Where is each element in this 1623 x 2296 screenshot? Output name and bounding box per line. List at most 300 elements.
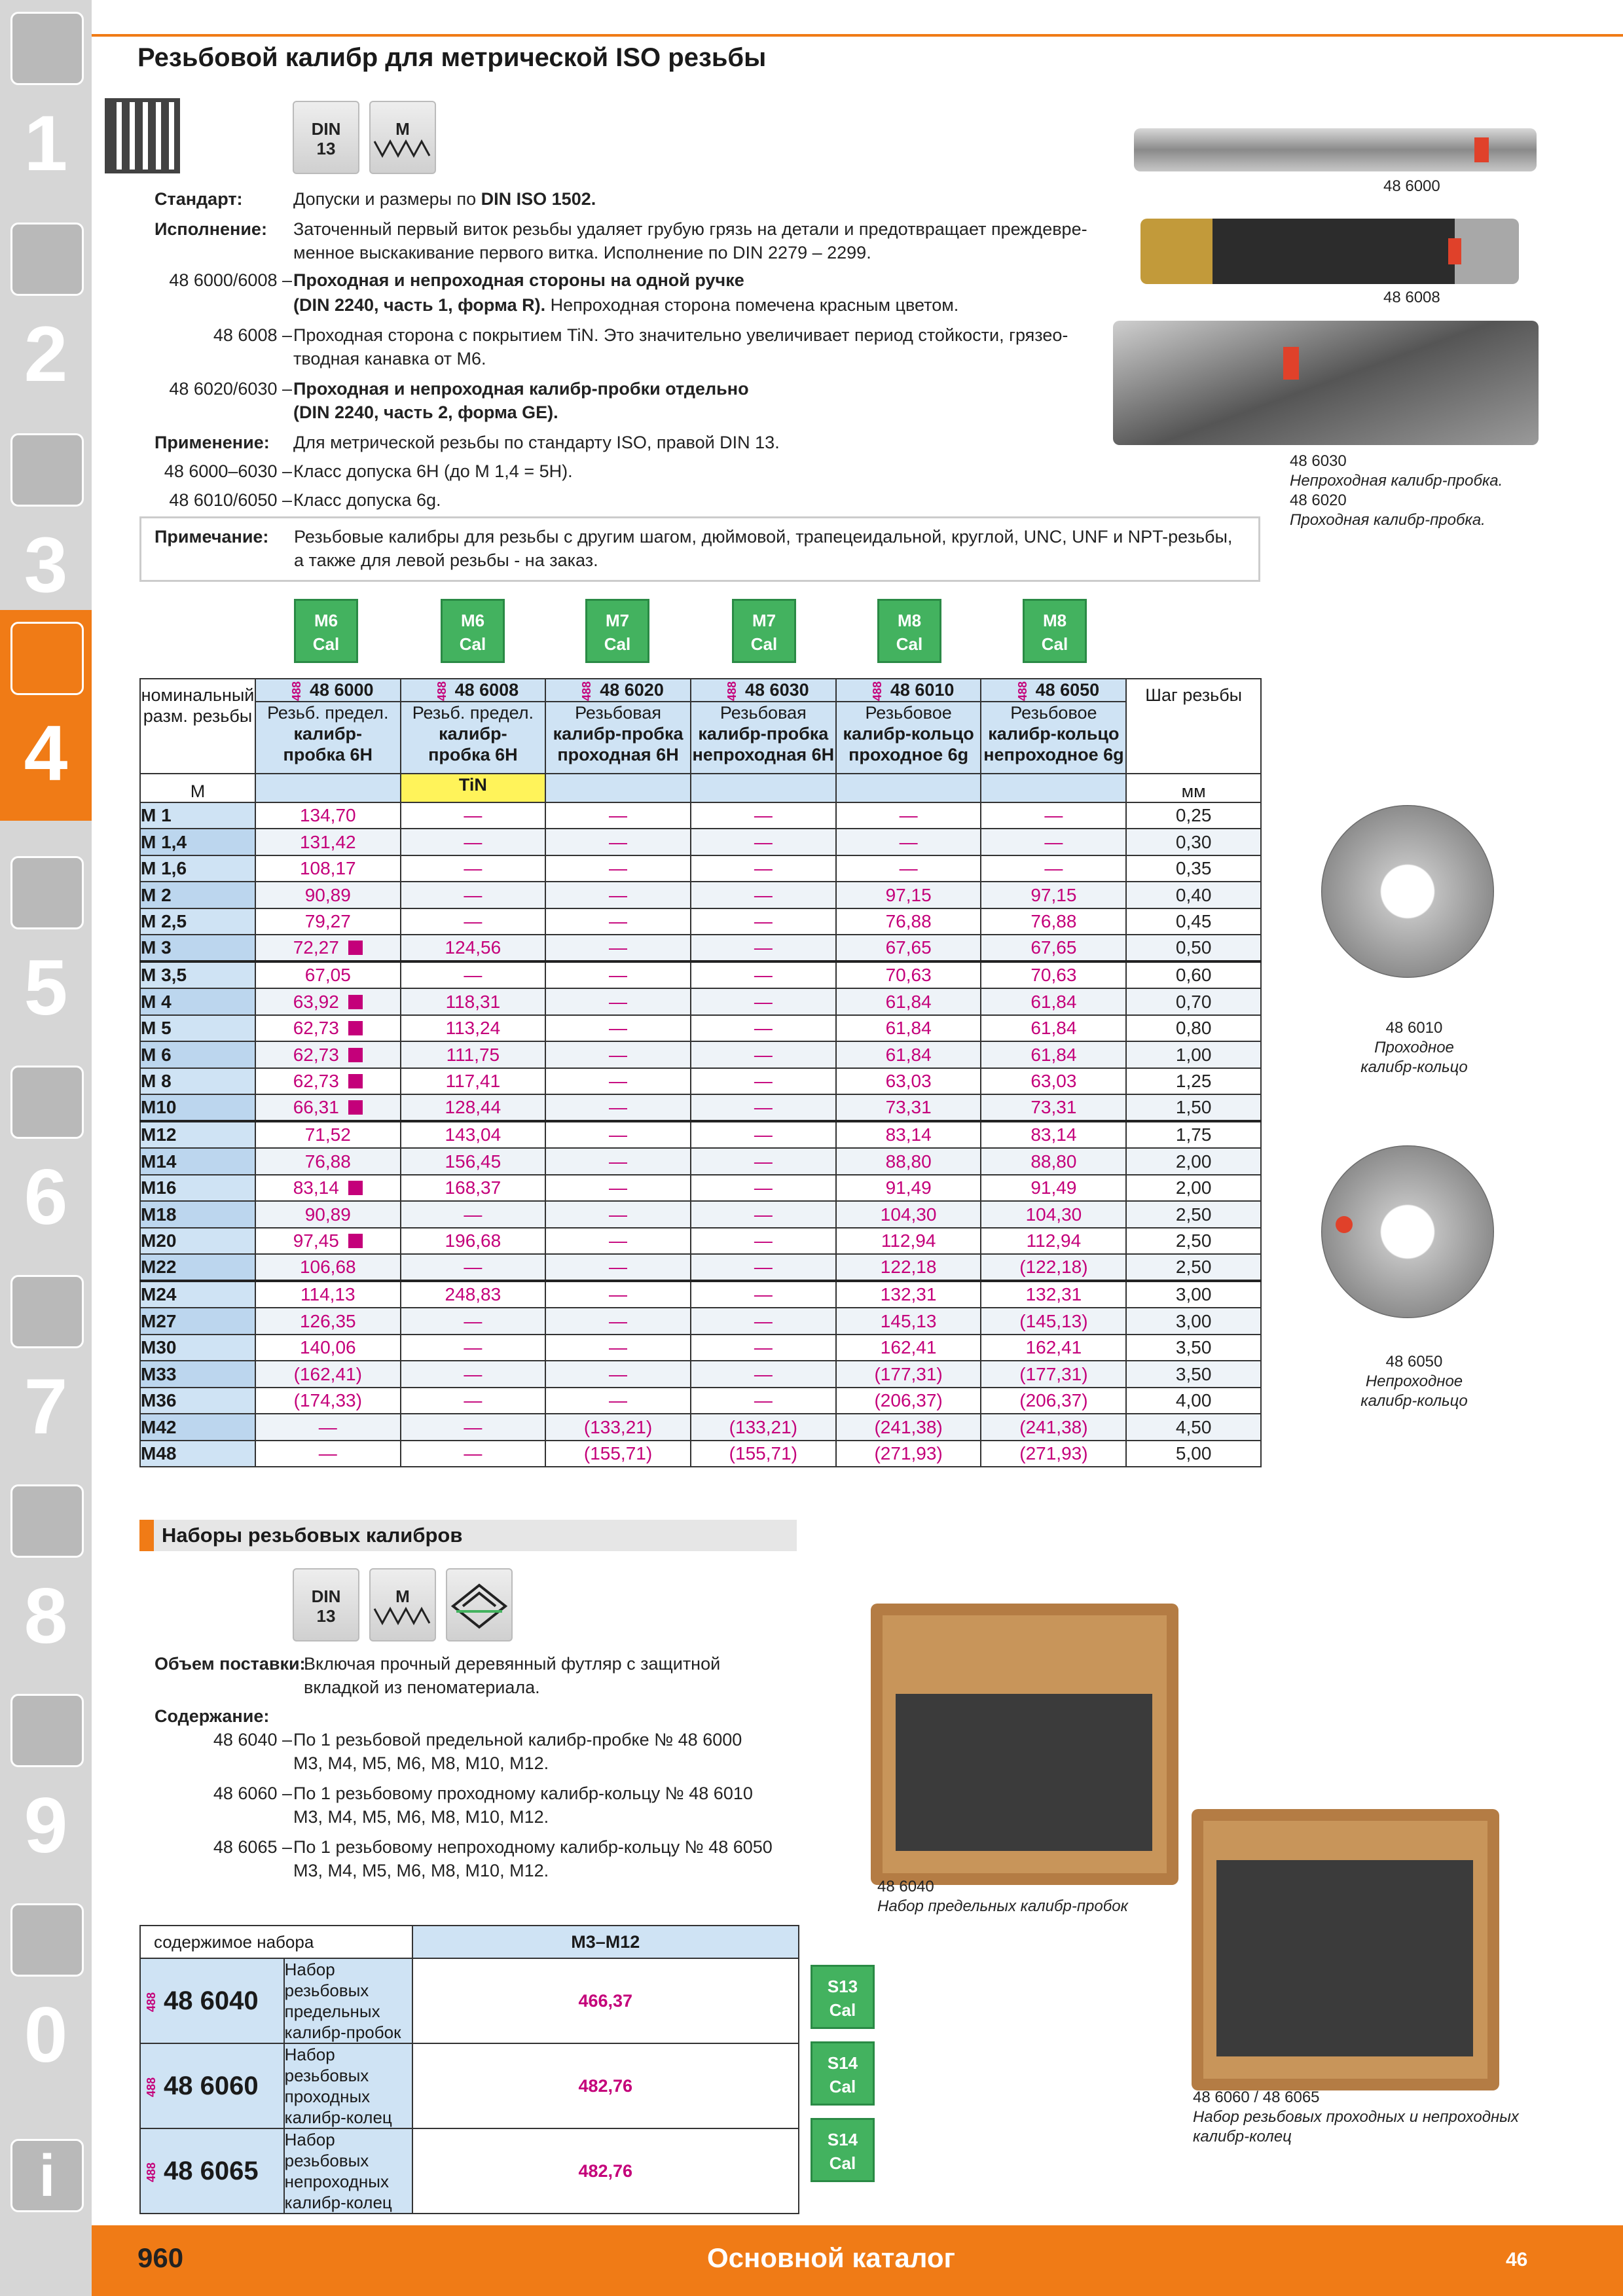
- sets-heading: Наборы резьбовых калибров: [139, 1520, 797, 1551]
- price-cell: —: [691, 1175, 836, 1202]
- price-cell: 70,63: [836, 961, 981, 988]
- desc-line: калибр-: [439, 723, 507, 744]
- sidebar-item-8[interactable]: [0, 1473, 92, 1683]
- pitch-cell: 2,00: [1126, 1148, 1261, 1175]
- price-cell: —: [545, 1015, 691, 1042]
- price-cell: 79,27: [255, 908, 401, 935]
- ring-gauge-go-image: [1321, 805, 1494, 978]
- desc-line: Резьбовое: [1010, 702, 1097, 723]
- price-cell: —: [691, 1335, 836, 1361]
- sidebar-item-3[interactable]: [0, 422, 92, 632]
- cal-label: Cal: [896, 634, 923, 654]
- price-cell: 61,84: [981, 988, 1126, 1015]
- set-desc: [284, 1958, 412, 2043]
- price-cell: —: [691, 829, 836, 855]
- prefix-488: 488: [145, 1992, 158, 2012]
- prefix-488: 488: [145, 2162, 158, 2182]
- note-text: Резьбовые калибры для резьбы с другим шагом, дюймовой, трапецеидальной, круглой, UNC, UNF и NPT-резьбы,: [294, 527, 1233, 547]
- price-cell: 156,45: [401, 1148, 546, 1175]
- pitch-cell: 0,60: [1126, 961, 1261, 988]
- desc-line: пробка 6H: [428, 744, 518, 764]
- desc-line: калибр-пробок: [284, 2022, 401, 2042]
- desc-line: Набор резьбовых: [284, 1960, 369, 2000]
- size-cell: M 2: [140, 882, 255, 908]
- pitch-cell: 0,25: [1126, 802, 1261, 829]
- price-table: [139, 678, 1262, 1467]
- price-cell: 118,31: [401, 988, 546, 1015]
- table-row: [140, 1281, 1261, 1308]
- sidebar-item-info[interactable]: [0, 2114, 92, 2225]
- pitch-cell: 2,50: [1126, 1201, 1261, 1228]
- set-price: 482,76: [412, 2043, 799, 2128]
- cal-badge: [585, 599, 649, 663]
- caption: 48 6008: [1383, 289, 1440, 306]
- wrench-icon: [10, 1066, 84, 1139]
- desc-line: калибр-колец: [284, 2108, 392, 2127]
- price-cell: 112,94: [981, 1228, 1126, 1255]
- column-header-486010: [836, 679, 981, 702]
- column-desc: [401, 702, 546, 774]
- thread-profile-icon: [373, 1606, 432, 1626]
- price-cell: 63,03: [981, 1068, 1126, 1095]
- case-badge: [446, 1568, 513, 1641]
- price-cell: —: [401, 908, 546, 935]
- spec-text: По 1 резьбовой предельной калибр-пробке № 48 6000: [293, 1730, 742, 1749]
- sidebar-number: 3: [24, 521, 68, 609]
- ring-gauge-nogo-image: [1321, 1145, 1494, 1318]
- note-text: а также для левой резьбы - на заказ.: [294, 550, 598, 570]
- pitch-unit: мм: [1126, 774, 1261, 802]
- sets-range: M3–M12: [412, 1926, 799, 1958]
- sets-table-header: [140, 1926, 799, 1958]
- price-cell: —: [401, 1308, 546, 1335]
- price-cell: 62,73: [255, 1015, 401, 1042]
- pitch-cell: 0,35: [1126, 855, 1261, 882]
- spec-text-bold: Проходная и непроходная стороны на одной ручке: [293, 270, 744, 290]
- price-cell: 61,84: [836, 1041, 981, 1068]
- price-cell: 122,18: [836, 1254, 981, 1281]
- sidebar-item-1[interactable]: [0, 0, 92, 211]
- price-cell: 111,75: [401, 1041, 546, 1068]
- price-cell: (162,41): [255, 1361, 401, 1388]
- price-cell: —: [545, 882, 691, 908]
- caption: калибр-кольцо: [1360, 1058, 1468, 1076]
- price-cell: 91,49: [981, 1175, 1126, 1202]
- price-cell: —: [545, 1254, 691, 1281]
- prefix-488: 488: [580, 681, 594, 701]
- size-unit: M: [140, 774, 255, 802]
- cal-badge: [441, 599, 505, 663]
- price-cell: 128,44: [401, 1094, 546, 1121]
- pitch-cell: 2,50: [1126, 1228, 1261, 1255]
- price-cell: 62,73: [255, 1068, 401, 1095]
- table-row: [140, 1175, 1261, 1202]
- caption: 48 6030: [1290, 452, 1347, 470]
- table-row: [140, 908, 1261, 935]
- price-cell: 117,41: [401, 1068, 546, 1095]
- desc-line: калибр-кольцо: [843, 723, 974, 744]
- price-cell: —: [545, 1281, 691, 1308]
- caption: Проходное: [1374, 1039, 1454, 1056]
- price-cell: —: [545, 802, 691, 829]
- size-cell: M16: [140, 1175, 255, 1202]
- size-cell: M 5: [140, 1015, 255, 1042]
- cal-badge: [732, 599, 796, 663]
- spec-block: [155, 187, 1267, 514]
- size-header-line: разм. резьбы: [143, 706, 253, 726]
- stock-marker-icon: [348, 1100, 363, 1115]
- price-cell: 73,31: [836, 1094, 981, 1121]
- desc-line: Резьбовая: [720, 702, 807, 723]
- desc-line: непроходное 6g: [983, 744, 1124, 764]
- cal-size: M7: [752, 611, 776, 630]
- price-cell: 83,14: [981, 1121, 1126, 1148]
- price-cell: 67,05: [255, 961, 401, 988]
- prefix-488: 488: [725, 681, 739, 701]
- spec-ref: 48 6000–6030 –: [164, 461, 292, 481]
- thread-label: M: [395, 1587, 410, 1606]
- desc-line: калибр-пробка: [698, 723, 829, 744]
- price-cell: (241,38): [836, 1414, 981, 1441]
- price-cell: 90,89: [255, 882, 401, 908]
- price-cell: 114,13: [255, 1281, 401, 1308]
- sets-table: [139, 1925, 799, 2214]
- caption: 48 6050: [1385, 1353, 1443, 1371]
- stock-marker-icon: [348, 1074, 363, 1088]
- price-cell: 124,56: [401, 935, 546, 961]
- cal-size: M6: [314, 611, 338, 630]
- desc-line: калибр-колец: [284, 2193, 392, 2212]
- price-cell: —: [691, 1148, 836, 1175]
- pitch-cell: 0,80: [1126, 1015, 1261, 1042]
- size-cell: M 3: [140, 935, 255, 961]
- spec-label: Исполнение:: [155, 219, 267, 239]
- desc-line: непроходная 6H: [692, 744, 835, 764]
- price-cell: 104,30: [836, 1201, 981, 1228]
- header-rule: [92, 34, 1623, 37]
- price-cell: 134,70: [255, 802, 401, 829]
- price-cell: —: [545, 829, 691, 855]
- price-cell: 67,65: [836, 935, 981, 961]
- qr-code: [105, 98, 180, 173]
- size-cell: M27: [140, 1308, 255, 1335]
- size-cell: M 3,5: [140, 961, 255, 988]
- price-cell: —: [401, 1388, 546, 1414]
- size-cell: M10: [140, 1094, 255, 1121]
- set-code: [140, 1958, 284, 2043]
- size-cell: M 1: [140, 802, 255, 829]
- stock-marker-icon: [348, 1181, 363, 1195]
- spec-text: M3, M4, M5, M6, M8, M10, M12.: [293, 1807, 549, 1827]
- insert-icon: [10, 223, 84, 296]
- thread-badge: [369, 1568, 436, 1641]
- chapter-sidebar: [0, 0, 92, 2296]
- price-cell: —: [401, 882, 546, 908]
- price-cell: (271,93): [981, 1441, 1126, 1467]
- prefix-488: 488: [145, 2077, 158, 2097]
- price-cell: (122,18): [981, 1254, 1126, 1281]
- price-cell: —: [691, 1015, 836, 1042]
- cal-size: M7: [605, 611, 630, 630]
- price-cell: 108,17: [255, 855, 401, 882]
- cal-size: M6: [460, 611, 485, 630]
- price-cell: —: [691, 1388, 836, 1414]
- prefix-488: 488: [435, 681, 448, 701]
- spec-label: Стандарт:: [155, 189, 243, 209]
- price-cell: —: [691, 1228, 836, 1255]
- sidebar-number: 0: [24, 1991, 68, 2079]
- thread-profile-icon: [373, 139, 432, 158]
- price-cell: —: [691, 882, 836, 908]
- grinder-icon: [10, 856, 84, 929]
- table-row: [140, 1441, 1261, 1467]
- table-header-codes: [140, 679, 1261, 702]
- price-cell: 62,73: [255, 1041, 401, 1068]
- thread-label: M: [395, 119, 410, 139]
- desc-line: Резьб. предел.: [412, 702, 534, 723]
- table-row: [140, 1015, 1261, 1042]
- pitch-cell: 5,00: [1126, 1441, 1261, 1467]
- column-desc: [255, 702, 401, 774]
- price-cell: 106,68: [255, 1254, 401, 1281]
- column-header-486030: [691, 679, 836, 702]
- price-cell: (271,93): [836, 1441, 981, 1467]
- table-row: [140, 1148, 1261, 1175]
- spec-text: Заточенный первый виток резьбы удаляет грубую грязь на детали и предотвращает преждевре-: [293, 219, 1087, 239]
- price-cell: —: [691, 1308, 836, 1335]
- sidebar-item-2[interactable]: [0, 211, 92, 422]
- spec-text: Непроходная сторона помечена красным цветом.: [545, 295, 959, 315]
- article-code: 48 6065: [164, 2156, 259, 2185]
- article-code: 48 6020: [600, 680, 664, 700]
- cal-size: S13: [827, 1977, 858, 1996]
- price-cell: —: [545, 1228, 691, 1255]
- spec-text: Класс допуска 6H (до M 1,4 = 5H).: [293, 461, 573, 481]
- caption: 48 6060 / 48 6065: [1193, 2089, 1320, 2106]
- price-cell: —: [545, 961, 691, 988]
- table-row: [140, 1094, 1261, 1121]
- sidebar-number: 9: [24, 1782, 68, 1869]
- price-cell: 168,37: [401, 1175, 546, 1202]
- cal-size: S14: [827, 2053, 858, 2073]
- price-cell: 76,88: [981, 908, 1126, 935]
- caption: Набор резьбовых проходных и непроходных: [1193, 2108, 1519, 2126]
- sidebar-item-0[interactable]: [0, 1892, 92, 2102]
- desc-line: калибр-: [293, 723, 362, 744]
- column-desc: [836, 702, 981, 774]
- note-box: [139, 516, 1260, 582]
- price-cell: 131,42: [255, 829, 401, 855]
- price-cell: —: [401, 855, 546, 882]
- price-cell: (241,38): [981, 1414, 1126, 1441]
- set-code: [140, 2128, 284, 2214]
- price-cell: —: [691, 1094, 836, 1121]
- size-cell: M33: [140, 1361, 255, 1388]
- price-cell: 61,84: [981, 1041, 1126, 1068]
- price-cell: —: [981, 802, 1126, 829]
- sets-info: [155, 1652, 875, 1888]
- column-header-486020: [545, 679, 691, 702]
- desc-line: калибр-кольцо: [988, 723, 1120, 744]
- table-body: [140, 802, 1261, 1467]
- din-label: DIN: [311, 119, 341, 139]
- price-cell: —: [545, 1121, 691, 1148]
- sidebar-number: 4: [24, 709, 68, 797]
- set-desc: [284, 2128, 412, 2214]
- size-cell: M48: [140, 1441, 255, 1467]
- column-header-486050: [981, 679, 1126, 702]
- pitch-cell: 1,00: [1126, 1041, 1261, 1068]
- sidebar-number: 7: [24, 1363, 68, 1450]
- pitch-cell: 1,75: [1126, 1121, 1261, 1148]
- column-desc: [691, 702, 836, 774]
- price-cell: —: [401, 1254, 546, 1281]
- sidebar-item-7[interactable]: [0, 1263, 92, 1474]
- sidebar-item-5[interactable]: [0, 844, 92, 1055]
- caption: 48 6000: [1383, 177, 1440, 195]
- spec-label: Применение:: [155, 433, 270, 452]
- pitch-header-label: Шаг резьбы: [1145, 685, 1243, 705]
- price-cell: —: [401, 802, 546, 829]
- set-price: 482,76: [412, 2128, 799, 2214]
- price-cell: 76,88: [255, 1148, 401, 1175]
- price-cell: —: [691, 855, 836, 882]
- size-cell: M24: [140, 1281, 255, 1308]
- price-cell: —: [545, 1175, 691, 1202]
- price-cell: 97,45: [255, 1228, 401, 1255]
- table-row: [140, 802, 1261, 829]
- spec-text: Класс допуска 6g.: [293, 490, 441, 510]
- pitch-cell: 0,40: [1126, 882, 1261, 908]
- price-cell: 61,84: [981, 1015, 1126, 1042]
- size-cell: M 4: [140, 988, 255, 1015]
- desc-line: калибр-пробка: [553, 723, 684, 744]
- price-cell: 126,35: [255, 1308, 401, 1335]
- info-letter: i: [39, 2144, 56, 2209]
- price-cell: 70,63: [981, 961, 1126, 988]
- price-cell: —: [691, 908, 836, 935]
- price-cell: —: [545, 1335, 691, 1361]
- prefix-488: 488: [1015, 681, 1029, 701]
- caption-block: [1349, 1352, 1480, 1411]
- table-row: [140, 1068, 1261, 1095]
- sidebar-item-9[interactable]: [0, 1682, 92, 1893]
- empty-cell: [691, 774, 836, 802]
- cal-size: M8: [1042, 611, 1067, 630]
- spec-ref: 48 6040 –: [213, 1730, 292, 1749]
- price-cell: —: [401, 1414, 546, 1441]
- price-cell: —: [545, 1068, 691, 1095]
- caption: Набор предельных калибр-пробок: [877, 1897, 1128, 1915]
- table-row: [140, 1388, 1261, 1414]
- sidebar-item-4[interactable]: [0, 610, 92, 821]
- price-cell: 91,49: [836, 1175, 981, 1202]
- spec-text: Для метрической резьбы по стандарту ISO, правой DIN 13.: [293, 433, 780, 452]
- empty-cell: [836, 774, 981, 802]
- cal-size: S14: [827, 2130, 858, 2149]
- price-cell: —: [691, 1121, 836, 1148]
- pitch-header: [1126, 679, 1261, 774]
- price-cell: —: [401, 1201, 546, 1228]
- spec-text: Допуски и размеры по: [293, 189, 481, 209]
- table-row: [140, 1228, 1261, 1255]
- price-cell: 113,24: [401, 1015, 546, 1042]
- price-cell: 67,65: [981, 935, 1126, 961]
- din-badge: [293, 101, 359, 174]
- pitch-cell: 3,50: [1126, 1335, 1261, 1361]
- table-row: [140, 2043, 799, 2128]
- table-row: [140, 1414, 1261, 1441]
- table-row: [140, 1041, 1261, 1068]
- size-cell: M12: [140, 1121, 255, 1148]
- price-cell: (155,71): [691, 1441, 836, 1467]
- price-cell: 248,83: [401, 1281, 546, 1308]
- table-row: [140, 1335, 1261, 1361]
- separate-plug-gauges-image: [1113, 321, 1539, 445]
- spec-text: вкладкой из пеноматериала.: [304, 1677, 540, 1697]
- price-cell: —: [545, 1041, 691, 1068]
- price-cell: —: [545, 988, 691, 1015]
- din-number: 13: [316, 1606, 336, 1626]
- price-cell: —: [401, 829, 546, 855]
- sidebar-number: 2: [24, 310, 68, 398]
- desc-line: проходная 6H: [557, 744, 679, 764]
- article-code: 48 6050: [1035, 680, 1100, 700]
- cal-label: Cal: [750, 634, 778, 654]
- spec-ref: 48 6060 –: [213, 1784, 292, 1803]
- price-cell: —: [545, 1388, 691, 1414]
- cal-badge: [811, 2118, 875, 2182]
- caption: Проходная калибр-пробка.: [1290, 511, 1486, 529]
- column-header-486008: [401, 679, 546, 702]
- price-cell: —: [691, 1361, 836, 1388]
- note-label: Примечание:: [155, 527, 269, 547]
- price-cell: (206,37): [836, 1388, 981, 1414]
- price-cell: —: [981, 829, 1126, 855]
- footer-ref: 46: [1506, 2249, 1528, 2270]
- size-cell: M18: [140, 1201, 255, 1228]
- price-cell: 61,84: [836, 1015, 981, 1042]
- price-cell: 162,41: [981, 1335, 1126, 1361]
- table-row: [140, 988, 1261, 1015]
- sets-head-label: содержимое набора: [140, 1926, 412, 1958]
- spec-text-bold: Проходная и непроходная калибр-пробки отдельно: [293, 379, 749, 399]
- size-cell: M14: [140, 1148, 255, 1175]
- plug-set-case-image: [871, 1604, 1178, 1885]
- spec-text: менное выскакивание первого витка. Исполнение по DIN 2279 – 2299.: [293, 243, 871, 262]
- price-cell: (177,31): [981, 1361, 1126, 1388]
- ring-set-case-image: [1192, 1809, 1499, 2090]
- table-row: [140, 1308, 1261, 1335]
- table-row: [140, 1254, 1261, 1281]
- price-cell: (145,13): [981, 1308, 1126, 1335]
- price-cell: 132,31: [836, 1281, 981, 1308]
- pitch-cell: 0,70: [1126, 988, 1261, 1015]
- spec-ref: 48 6000/6008 –: [169, 270, 292, 290]
- price-cell: (133,21): [691, 1414, 836, 1441]
- cal-size: M8: [897, 611, 922, 630]
- sidebar-item-6[interactable]: [0, 1054, 92, 1265]
- price-cell: (177,31): [836, 1361, 981, 1388]
- page-number: 960: [137, 2242, 184, 2273]
- size-header-line: номинальный: [141, 685, 255, 705]
- size-cell: M 1,4: [140, 829, 255, 855]
- desc-line: Резьбовая: [575, 702, 661, 723]
- drill-icon: [10, 12, 84, 85]
- price-cell: —: [401, 1361, 546, 1388]
- cal-label: Cal: [1041, 634, 1068, 654]
- price-cell: 132,31: [981, 1281, 1126, 1308]
